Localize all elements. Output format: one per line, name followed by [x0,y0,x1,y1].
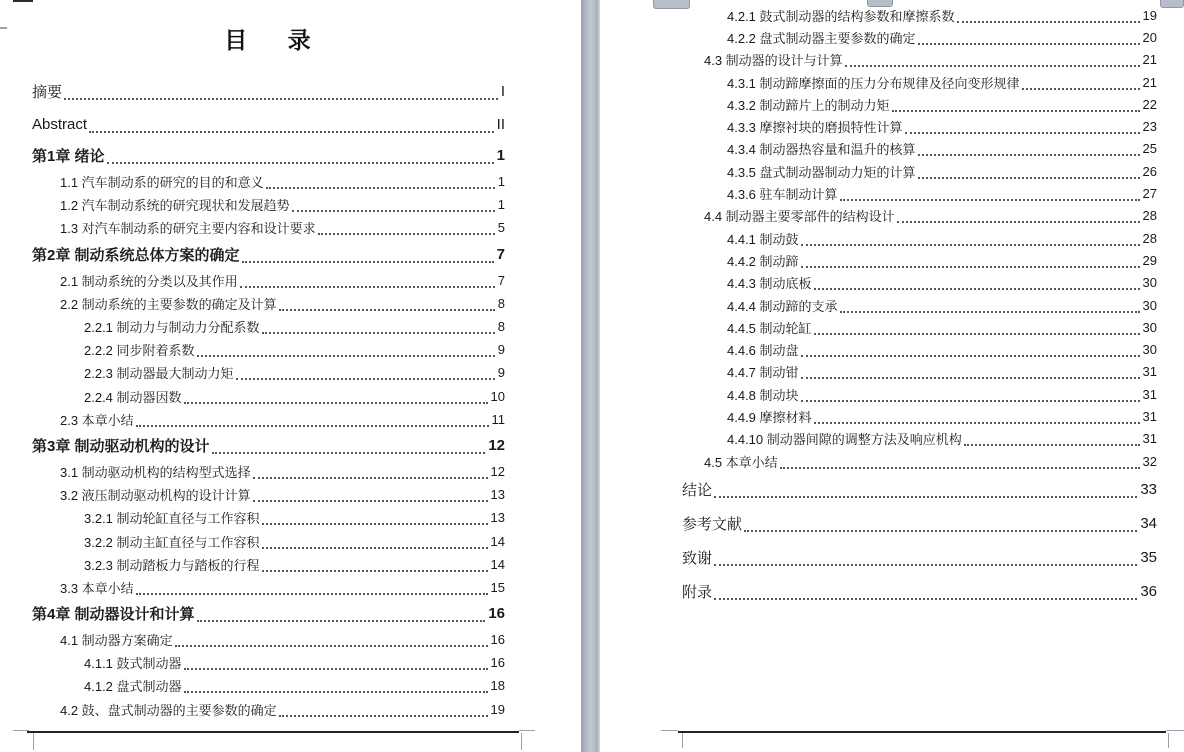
toc-entry-page-number: 28 [1142,208,1157,224]
toc-entry-page-number: 30 [1142,342,1157,358]
page-gap [581,0,600,752]
dot-leader [279,702,488,717]
dot-leader [814,409,1140,424]
toc-entry[interactable] [682,138,1157,160]
toc-entry-page-number: 36 [1140,582,1157,600]
toc-entry[interactable] [32,141,505,170]
toc-entry-page-number: 19 [1142,7,1157,23]
toc-entry-label: 3.1 制动驱动机构的结构型式选择 [60,464,251,480]
dot-leader [266,174,495,189]
toc-entry-page-number: 31 [1142,364,1157,380]
dot-leader [714,549,1137,566]
toc-entry[interactable] [682,506,1157,540]
dot-leader [242,246,494,263]
toc-entry[interactable] [32,628,505,651]
toc-entry-label: 3.3 本章小结 [60,580,134,596]
toc-entry-label: 4.4.9 摩擦材料 [727,409,812,425]
toc-entry-page-number: 9 [497,342,505,358]
dot-leader [918,141,1140,156]
toc-entry-page-number: 8 [497,319,505,335]
toc-entry-page-number: 14 [490,556,505,572]
toc-entry-page-number: 9 [497,365,505,381]
text-boundary-bottom-right-page [678,731,1166,733]
toc-entry[interactable] [682,160,1157,182]
toc-entry-label: 4.3.5 盘式制动器制动力矩的计算 [727,164,916,180]
toc-entry-label: 4.4.1 制动鼓 [727,231,799,247]
toc-entry-page-number: 21 [1142,52,1157,68]
toc-entry-page-number: I [500,83,505,100]
toc-entry-label: 4.4.6 制动盘 [727,343,799,359]
dot-leader [801,253,1140,268]
toc-entry-label: 3.2.2 制动主缸直径与工作容积 [84,534,260,550]
text-boundary-bottom-left-page [27,731,519,733]
toc-entry[interactable] [682,338,1157,360]
scroll-tab-top-center[interactable] [653,0,690,9]
toc-entry-page-number: 19 [490,701,505,717]
toc-entry-page-number: 16 [488,605,505,622]
toc-entry-page-number: 30 [1142,275,1157,291]
dot-leader [714,481,1137,498]
toc-entry-page-number: 13 [490,487,505,503]
toc-entry-page-number: 23 [1142,119,1157,135]
dot-leader [107,147,494,164]
toc-entry-page-number: 32 [1142,453,1157,469]
crop-tick-bottom-left [33,733,34,750]
dot-leader [292,197,495,212]
toc-entry-label: 1.3 对汽车制动系的研究主要内容和设计要求 [60,221,316,237]
dot-leader [262,510,488,525]
dot-leader [918,30,1140,45]
toc-entry-label: 4.4.10 制动器间隙的调整方法及响应机构 [727,432,962,448]
toc-entry-label: 4.2.1 鼓式制动器的结构参数和摩擦系数 [727,8,955,24]
toc-entry[interactable] [32,506,505,529]
toc-list-right [682,0,1157,608]
toc-entry[interactable] [32,216,505,239]
toc-entry[interactable] [682,405,1157,427]
toc-entry[interactable] [682,93,1157,115]
dot-leader [892,97,1140,112]
crop-mark-top-left [13,0,33,2]
toc-entry[interactable] [32,529,505,552]
page-left [0,0,581,752]
text-boundary-right-ext [519,730,535,731]
toc-entry-label: 2.1 制动系统的分类以及其作用 [60,273,238,289]
toc-entry-label: 3.2.3 制动踏板力与踏板的行程 [84,557,260,573]
toc-entry-label: 4.3 制动器的设计与计算 [704,53,843,69]
toc-entry[interactable] [32,431,505,460]
dot-leader [262,534,488,549]
toc-entry-label: 1.2 汽车制动系统的研究现状和发展趋势 [60,198,290,214]
toc-entry-page-number: 7 [496,245,505,263]
toc-entry[interactable] [682,4,1157,26]
toc-entry-page-number: 15 [490,579,505,595]
toc-entry[interactable] [32,338,505,361]
dot-leader [262,319,495,334]
toc-entry-page-number: 20 [1142,29,1157,45]
toc-entry-label: 4.1 制动器方案确定 [60,633,173,649]
toc-entry[interactable] [32,193,505,216]
toc-entry-label: 2.2 制动系统的主要参数的确定及计算 [60,296,277,312]
toc-entry[interactable] [32,269,505,292]
toc-entry-page-number: 18 [490,678,505,694]
dot-leader [197,605,486,622]
toc-entry-label: 4.3.1 制动蹄摩擦面的压力分布规律及径向变形规律 [727,75,1020,91]
toc-entry[interactable] [682,383,1157,405]
toc-entry-page-number: 8 [497,295,505,311]
toc-entry-page-number: 1 [497,197,505,213]
dot-leader [897,208,1140,223]
toc-entry-page-number: 5 [497,220,505,236]
toc-entry[interactable] [32,108,505,141]
toc-entry[interactable] [682,182,1157,204]
dot-leader [212,437,486,454]
toc-entry-label: 2.2.3 制动器最大制动力矩 [84,366,234,382]
crop-tick-bottom-left-2 [682,733,683,748]
toc-entry-page-number: 22 [1142,96,1157,112]
toc-entry-page-number: 13 [490,510,505,526]
toc-entry[interactable] [32,315,505,338]
toc-entry-label: 4.4.4 制动蹄的支承 [727,298,838,314]
toc-entry[interactable] [682,574,1157,608]
toc-entry-page-number: 35 [1140,548,1157,566]
dot-leader [780,454,1140,469]
page-right [600,0,1184,752]
toc-entry-label: 4.2 鼓、盘式制动器的主要参数的确定 [60,702,277,718]
toc-entry-page-number: 16 [490,655,505,671]
toc-entry[interactable] [682,450,1157,472]
toc-entry[interactable] [682,26,1157,48]
toc-entry-page-number: 11 [491,411,505,427]
toc-entry-label: 2.2.4 制动器因数 [84,389,182,405]
toc-entry-page-number: 26 [1142,163,1157,179]
toc-title: 目 录 [224,27,313,53]
dot-leader [744,515,1137,532]
toc-entry[interactable] [32,483,505,506]
dot-leader [136,412,489,427]
toc-entry-label: 3.2.1 制动轮缸直径与工作容积 [84,511,260,527]
toc-entry-label: 4.3.3 摩擦衬块的磨损特性计算 [727,120,903,136]
toc-entry-page-number: 1 [496,147,505,164]
dot-leader [184,678,488,693]
toc-entry[interactable] [682,294,1157,316]
dot-leader [1022,75,1140,90]
toc-entry-label: 2.2.1 制动力与制动力分配系数 [84,320,260,336]
toc-entry[interactable] [682,272,1157,294]
toc-entry-label: 4.4 制动器主要零部件的结构设计 [704,209,895,225]
toc-entry-page-number: 1 [497,174,505,190]
toc-entry-page-number: 28 [1142,230,1157,246]
toc-entry-page-number: 29 [1142,252,1157,268]
toc-entry-page-number: II [496,116,505,133]
toc-entry-page-number: 25 [1142,141,1157,157]
toc-entry[interactable] [682,115,1157,137]
dot-leader [814,275,1140,290]
toc-entry[interactable] [32,651,505,674]
toc-entry[interactable] [682,428,1157,450]
dot-leader [262,557,488,572]
toc-entry-page-number: 16 [490,632,505,648]
dot-leader [184,389,488,404]
toc-entry[interactable] [32,460,505,483]
dot-leader [845,52,1140,67]
toc-entry-page-number: 27 [1142,186,1157,202]
dot-leader [814,320,1140,335]
toc-entry-label: 4.5 本章小结 [704,454,778,470]
toc-entry-label: 4.3.4 制动器热容量和温升的核算 [727,142,916,158]
toc-entry[interactable] [32,599,505,628]
toc-entry-page-number: 12 [488,436,505,454]
toc-entry-label: 4.4.7 制动钳 [727,365,799,381]
toc-entry-label: 结论 [682,481,713,499]
dot-leader [89,116,494,133]
dot-leader [840,186,1140,201]
dot-leader [801,364,1140,379]
toc-entry-label: 4.1.1 鼓式制动器 [84,656,182,672]
dot-leader [714,583,1137,600]
toc-entry-label: 摘要 [32,84,63,101]
toc-entry-label: 第3章 制动驱动机构的设计 [32,437,210,455]
dot-leader [184,655,488,670]
toc-entry-label: 4.4.5 制动轮缸 [727,320,812,336]
toc-entry-label: 第4章 制动器设计和计算 [32,606,195,623]
toc-entry-page-number: 21 [1142,74,1157,90]
toc-entry[interactable] [32,674,505,697]
text-boundary-right-ext-2 [1166,730,1184,731]
toc-entry[interactable] [32,553,505,576]
toc-entry[interactable] [32,240,505,269]
dot-leader [197,342,495,357]
toc-entry[interactable] [32,698,505,721]
toc-entry[interactable] [32,385,505,408]
dot-leader [957,8,1140,23]
toc-entry-label: 4.4.3 制动底板 [727,276,812,292]
toc-entry-label: 参考文献 [682,515,743,533]
toc-entry-label: 4.1.2 盘式制动器 [84,679,182,695]
toc-entry-label: 第2章 制动系统总体方案的确定 [32,246,240,264]
dot-leader [240,273,495,288]
toc-entry-page-number: 33 [1140,480,1157,498]
toc-entry-page-number: 14 [490,533,505,549]
scroll-tab-top-mid[interactable] [867,0,893,7]
toc-entry-label: 附录 [682,583,713,601]
text-boundary-left-ext-2 [661,730,678,731]
dot-leader [918,164,1140,179]
dot-leader [801,342,1140,357]
dot-leader [253,464,488,479]
toc-entry[interactable] [32,361,505,384]
toc-entry-label: 致谢 [682,549,713,567]
crop-tick-bottom-right [521,733,522,750]
dot-leader [279,296,495,311]
toc-entry-page-number: 10 [490,388,505,404]
toc-entry-page-number: 31 [1142,386,1157,402]
toc-entry-label: 4.3.2 制动蹄片上的制动力矩 [727,97,890,113]
toc-entry-label: 4.4.2 制动蹄 [727,253,799,269]
toc-entry[interactable] [682,227,1157,249]
toc-entry-label: 4.4.8 制动块 [727,387,799,403]
toc-entry[interactable] [682,71,1157,93]
dot-leader [253,487,488,502]
toc-entry[interactable] [32,408,505,431]
dot-leader [64,83,498,100]
scrollbar-thumb-top[interactable] [1160,0,1184,8]
toc-entry-label: 3.2 液压制动驱动机构的设计计算 [60,488,251,504]
dot-leader [175,632,488,647]
toc-entry-label: 4.2.2 盘式制动器主要参数的确定 [727,30,916,46]
dot-leader [318,220,495,235]
toc-entry[interactable] [32,170,505,193]
toc-entry[interactable] [682,361,1157,383]
toc-list-left [32,75,505,721]
toc-entry[interactable] [682,205,1157,227]
toc-entry[interactable] [682,472,1157,506]
toc-entry[interactable] [682,316,1157,338]
toc-entry[interactable] [32,576,505,599]
toc-entry-page-number: 31 [1142,431,1157,447]
toc-entry-label: 4.3.6 驻车制动计算 [727,187,838,203]
toc-entry[interactable] [682,540,1157,574]
toc-entry[interactable] [682,249,1157,271]
toc-entry-page-number: 12 [490,463,505,479]
toc-entry[interactable] [682,49,1157,71]
toc-entry-label: Abstract [32,116,88,133]
toc-entry-page-number: 31 [1142,408,1157,424]
toc-entry-page-number: 7 [497,272,505,288]
toc-entry-page-number: 34 [1140,514,1157,532]
dot-leader [236,365,495,380]
toc-entry-label: 1.1 汽车制动系的研究的目的和意义 [60,175,264,191]
dot-leader [136,580,488,595]
crop-tick-bottom-right-2 [1168,733,1169,748]
toc-entry-page-number: 30 [1142,319,1157,335]
dot-leader [840,298,1140,313]
toc-entry-page-number: 30 [1142,297,1157,313]
dot-leader [905,119,1140,134]
dot-leader [801,231,1140,246]
dot-leader [801,387,1140,402]
toc-entry-label: 第1章 绪论 [32,148,105,165]
toc-entry[interactable] [32,292,505,315]
dot-leader [964,431,1140,446]
toc-entry[interactable] [32,75,505,108]
toc-entry-label: 2.3 本章小结 [60,412,134,428]
crop-mark-left-edge [0,27,7,29]
toc-entry-label: 2.2.2 同步附着系数 [84,343,195,359]
